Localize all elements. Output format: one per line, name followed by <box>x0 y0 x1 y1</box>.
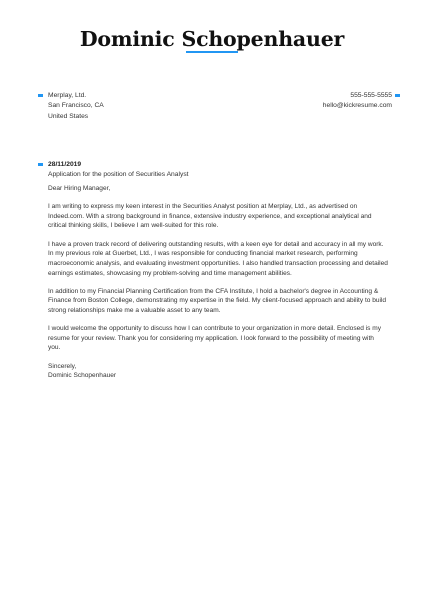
recipient-address <box>48 91 104 122</box>
recipient-country: United States <box>48 112 89 120</box>
contact-block <box>323 91 392 112</box>
signature-name: Dominic Schopenhauer <box>48 372 117 380</box>
paragraph: In addition to my Financial Planning Certification from the CFA Institute, I hold a bachelor's degree in Accounting & Finance from Boston College, demonstrating my expertise in the field. My client-focused approach and ability to build strong relationships make me a valuable asset to any team. <box>48 287 387 314</box>
applicant-name: Dominic Schopenhauer <box>79 27 345 51</box>
paragraph: I have a proven track record of delivering outstanding results, with a keen eye for detail and accuracy in all my work. In my previous role at Guerbet, Ltd., I was responsible for conducting financial market research, performing macroeconomic analysis, and evaluating investment opportunities. I also handled transaction processing and detailed earnings estimates, showcasing my problem-solving and time management abilities. <box>48 240 388 277</box>
contact-bullet-icon <box>395 94 400 97</box>
closing-block <box>48 362 388 381</box>
recipient-company: Merplay, Ltd. <box>48 92 87 99</box>
letter-date: 28/11/2019 <box>48 161 82 168</box>
phone-number: 555-555-5555 <box>350 92 392 99</box>
salutation: Dear Hiring Manager, <box>48 185 111 192</box>
letter-body <box>48 184 388 381</box>
paragraph: I would welcome the opportunity to discuss how I can contribute to your organization in more detail. Enclosed is my resume for your review. Thank you for considering my application. I look forward to the possibility of meeting with you. <box>48 325 381 352</box>
paragraph: I am writing to express my keen interest in the Securities Analyst position at Merplay, Ltd., as advertised on Indeed.com. With a strong background in finance, extensive industry experience, and exceptional analytical and critical thinking skills, I believe I am well-suited for this role. <box>48 203 372 230</box>
letter-subject: Application for the position of Securities Analyst <box>48 170 189 178</box>
email-address: hello@kickresume.com <box>322 102 392 110</box>
date-bullet-icon <box>38 163 43 166</box>
name-underline <box>186 51 238 53</box>
letter-meta <box>48 160 189 179</box>
closing: Sincerely, <box>48 362 77 370</box>
recipient-city: San Francisco, CA <box>48 102 104 110</box>
sender-bullet-icon <box>38 94 43 97</box>
